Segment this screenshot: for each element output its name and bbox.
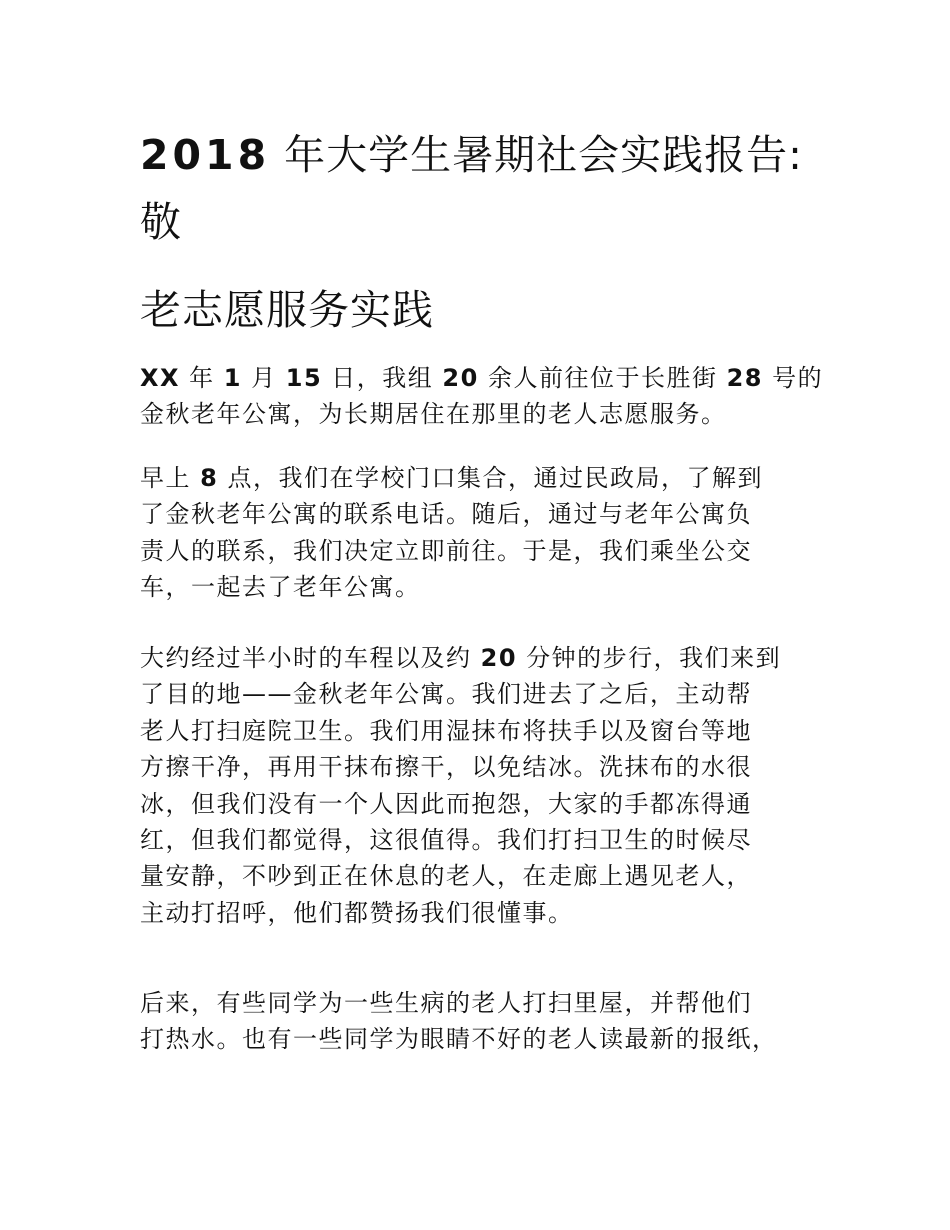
- text-run: 主动打招呼，他们都赞扬我们很懂事。: [140, 898, 574, 927]
- document-title-line-1: [140, 129, 803, 181]
- text-run: 号的: [763, 364, 824, 392]
- text-run: 了金秋老年公寓的联系电话。随后，通过与老年公寓负: [140, 500, 752, 529]
- bold-number-run: 15: [285, 364, 323, 392]
- bold-number-run: 20: [442, 364, 479, 392]
- paragraph-2: [140, 460, 820, 606]
- paragraph-line: [140, 822, 820, 858]
- title-text: 年大学生暑期社会实践报告:: [270, 131, 803, 179]
- paragraph-line: [140, 895, 820, 931]
- document-subtitle: 老志愿服务实践: [140, 286, 434, 334]
- text-run: 量安静，不吵到正在休息的老人，在走廊上遇见老人，: [140, 862, 752, 891]
- bold-number-run: 28: [726, 364, 763, 392]
- text-run: 车，一起去了老年公寓。: [140, 573, 421, 602]
- title-year: 2018: [140, 131, 271, 179]
- text-run: 大约经过半小时的车程以及约: [140, 644, 481, 672]
- text-run: 冰，但我们没有一个人因此而抱怨，大家的手都冻得通: [140, 789, 752, 818]
- bold-number-run: 8: [200, 464, 219, 492]
- paragraph-line: [140, 1021, 820, 1057]
- paragraph-line: [140, 985, 820, 1021]
- text-run: 责人的联系，我们决定立即前往。于是，我们乘坐公交: [140, 536, 752, 565]
- text-run: 月: [241, 364, 286, 392]
- paragraph-line: [140, 749, 820, 785]
- paragraph-line: [140, 569, 820, 605]
- paragraph-line: [140, 360, 824, 396]
- text-run: 余人前往位于长胜街: [478, 364, 727, 392]
- paragraph-line: [140, 533, 820, 569]
- paragraph-1: [140, 360, 824, 433]
- paragraph-line: [140, 460, 820, 496]
- text-run: 早上: [140, 464, 201, 492]
- text-run: 了目的地——金秋老年公寓。我们进去了之后，主动帮: [140, 680, 752, 709]
- text-run: 老人打扫庭院卫生。我们用湿抹布将扶手以及窗台等地: [140, 716, 752, 745]
- bold-number-run: 1: [223, 364, 242, 392]
- text-run: 点，我们在学校门口集合，通过民政局，了解到: [218, 464, 763, 492]
- paragraph-line: [140, 396, 820, 432]
- paragraph-line: [140, 786, 820, 822]
- paragraph-line: [140, 640, 820, 676]
- text-run: 方擦干净，再用干抹布擦干，以免结冰。洗抹布的水很: [140, 753, 752, 782]
- bold-number-run: XX: [140, 364, 181, 392]
- paragraph-line: [140, 858, 820, 894]
- paragraph-3: [140, 640, 820, 931]
- paragraph-4: [140, 985, 820, 1058]
- paragraph-line: [140, 713, 820, 749]
- paragraph-line: [140, 496, 820, 532]
- text-run: 金秋老年公寓，为长期居住在那里的老人志愿服务。: [140, 400, 727, 429]
- document-title-line-2: 敬: [140, 198, 182, 246]
- text-run: 后来，有些同学为一些生病的老人打扫里屋，并帮他们: [140, 989, 752, 1017]
- text-run: 日，我组: [322, 364, 443, 392]
- text-run: 打热水。也有一些同学为眼睛不好的老人读最新的报纸，: [140, 1025, 778, 1054]
- bold-number-run: 20: [480, 644, 518, 672]
- text-run: 分钟的步行，我们来到: [517, 644, 782, 672]
- text-run: 红，但我们都觉得，这很值得。我们打扫卫生的时候尽: [140, 825, 752, 854]
- text-run: 年: [180, 364, 224, 392]
- paragraph-line: [140, 676, 820, 712]
